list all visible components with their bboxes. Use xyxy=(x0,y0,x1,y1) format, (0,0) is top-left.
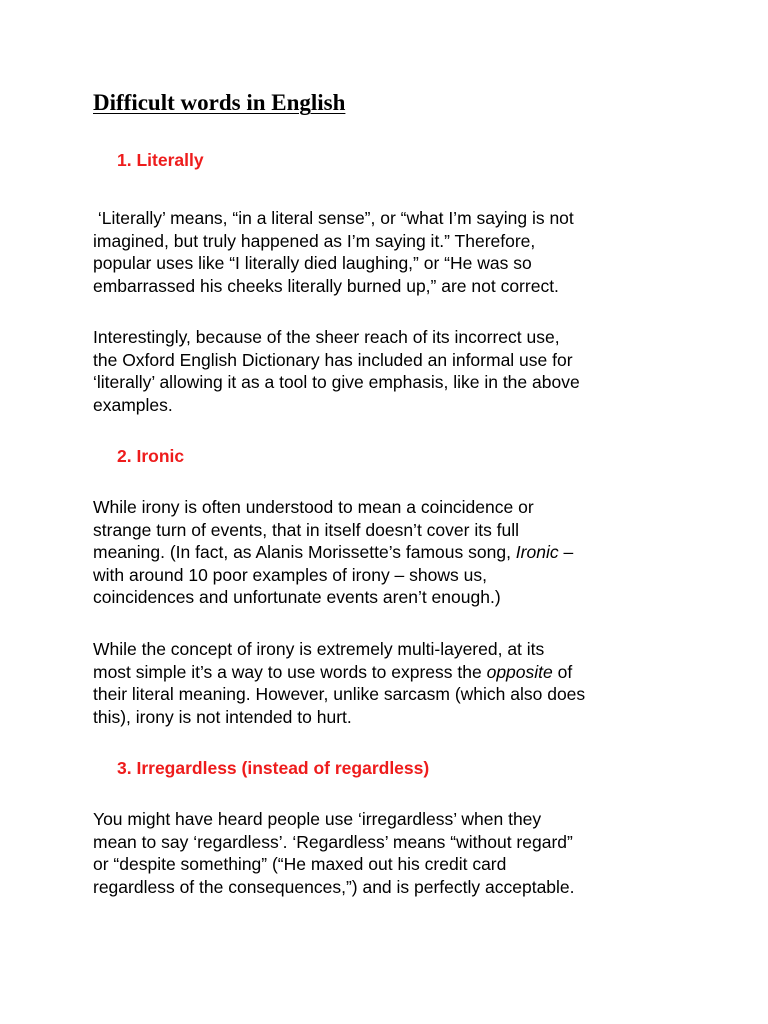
text-line: their literal meaning. However, unlike sarcasm (which also does xyxy=(93,684,586,705)
text-line: or “despite something” (“He maxed out his credit card xyxy=(93,854,507,875)
section-heading-irregardless: 3. Irregardless (instead of regardless) xyxy=(117,758,430,778)
text-run: most simple it’s a way to use words to express the xyxy=(93,661,487,682)
text-line: While the concept of irony is extremely multi-layered, at its xyxy=(93,639,545,659)
paragraph-literally-meaning xyxy=(93,207,693,297)
text-line xyxy=(93,541,693,564)
text-line: ‘literally’ allowing it as a tool to give emphasis, like in the above xyxy=(93,372,580,393)
text-run: of xyxy=(552,661,573,682)
text-line: strange turn of events, that in itself doesn’t cover its full xyxy=(93,519,520,540)
text-line: this), irony is not intended to hurt. xyxy=(93,706,352,727)
paragraph-irony-coincidence xyxy=(93,496,693,609)
section-heading-literally: 1. Literally xyxy=(117,150,204,170)
text-line xyxy=(93,661,693,684)
paragraph-irony-concept xyxy=(93,638,693,728)
text-line: embarrassed his cheeks literally burned up,” are not correct. xyxy=(93,275,559,296)
emphasis-italic: opposite xyxy=(486,661,553,682)
text-run: meaning. (In fact, as Alanis Morissette’s famous song, xyxy=(93,542,516,563)
text-line: mean to say ‘regardless’. ‘Regardless’ means “without regard” xyxy=(93,831,573,852)
text-line: While irony is often understood to mean a coincidence or xyxy=(93,497,534,517)
text-line: ‘Literally’ means, “in a literal sense”, or “what I’m saying is not xyxy=(93,208,574,228)
paragraph-literally-oed xyxy=(93,326,693,416)
text-line: with around 10 poor examples of irony – shows us, xyxy=(93,564,487,585)
text-line: coincidences and unfortunate events aren’t enough.) xyxy=(93,587,501,608)
section-heading-ironic: 2. Ironic xyxy=(117,446,185,466)
text-line: examples. xyxy=(93,394,173,415)
text-line: Interestingly, because of the sheer reach of its incorrect use, xyxy=(93,327,560,347)
text-run: – xyxy=(558,542,574,563)
text-line: popular uses like “I literally died laughing,” or “He was so xyxy=(93,253,532,274)
text-line: regardless of the consequences,”) and is perfectly acceptable. xyxy=(93,876,575,897)
song-title-italic: Ironic xyxy=(515,542,559,563)
text-line: imagined, but truly happened as I’m saying it.” Therefore, xyxy=(93,230,536,251)
text-line: the Oxford English Dictionary has included an informal use for xyxy=(93,349,573,370)
text-line: You might have heard people use ‘irregardless’ when they xyxy=(93,809,542,829)
document-title: Difficult words in English xyxy=(93,90,346,115)
paragraph-irregardless xyxy=(93,808,693,898)
